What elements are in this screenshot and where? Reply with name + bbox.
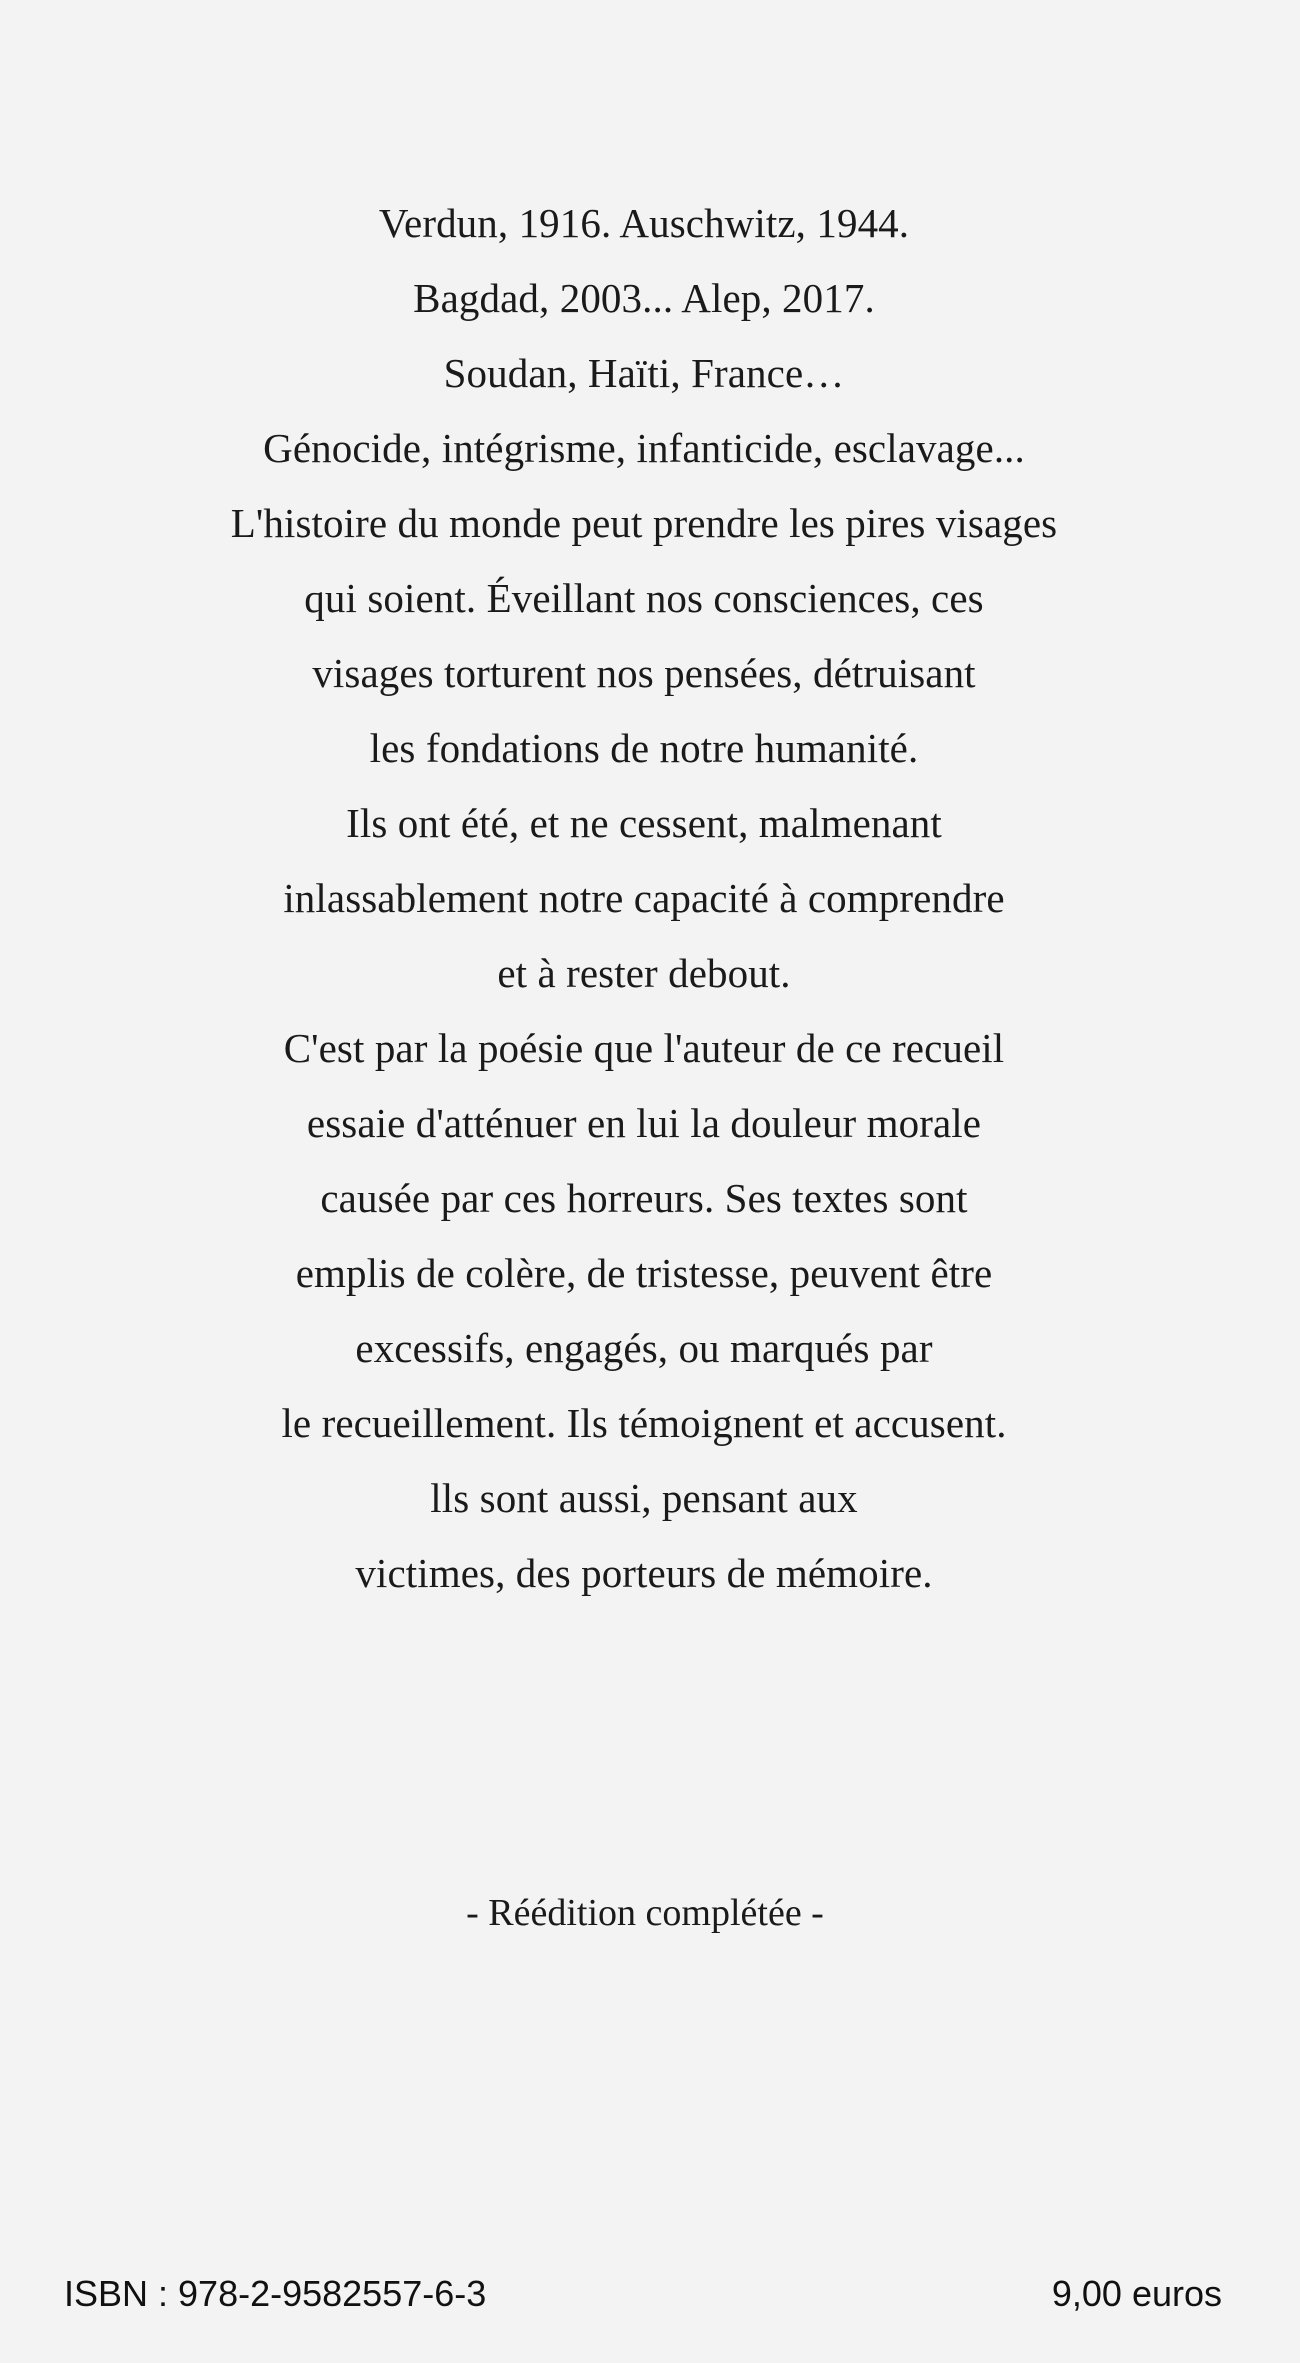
blurb-line: inlassablement notre capacité à comprendre xyxy=(283,875,1005,921)
blurb-line: essaie d'atténuer en lui la douleur morale xyxy=(306,1100,982,1146)
blurb-line: Ils ont été, et ne cessent, malmenant xyxy=(346,800,942,846)
blurb-line: Soudan, Haïti, France… xyxy=(443,350,845,396)
blurb-line: C'est par la poésie que l'auteur de ce recueil xyxy=(283,1025,1005,1071)
edition-note: - Réédition complétée - xyxy=(466,1892,824,1934)
blurb-line: excessifs, engagés, ou marqués par xyxy=(355,1325,933,1371)
blurb-line: Verdun, 1916. Auschwitz, 1944. xyxy=(378,200,910,246)
blurb-line: visages torturent nos pensées, détruisant xyxy=(312,650,976,696)
blurb-line: Bagdad, 2003... Alep, 2017. xyxy=(413,275,875,321)
blurb-line: lls sont aussi, pensant aux xyxy=(430,1475,858,1521)
isbn-label: ISBN : 978-2-9582557-6-3 xyxy=(64,2273,487,2314)
blurb-line: les fondations de notre humanité. xyxy=(369,725,919,771)
blurb-line: emplis de colère, de tristesse, peuvent être xyxy=(295,1250,993,1296)
blurb-line: L'histoire du monde peut prendre les pires visages xyxy=(230,500,1058,546)
blurb-line: le recueillement. Ils témoignent et accusent. xyxy=(281,1400,1007,1446)
blurb-line: qui soient. Éveillant nos consciences, ces xyxy=(304,575,984,621)
blurb-line: victimes, des porteurs de mémoire. xyxy=(355,1550,933,1596)
price-label: 9,00 euros xyxy=(1051,2273,1222,2314)
blurb-line: Génocide, intégrisme, infanticide, esclavage... xyxy=(263,425,1025,471)
back-cover-blurb xyxy=(0,186,1288,1611)
blurb-line: et à rester debout. xyxy=(497,950,791,996)
blurb-line: causée par ces horreurs. Ses textes sont xyxy=(320,1175,968,1221)
